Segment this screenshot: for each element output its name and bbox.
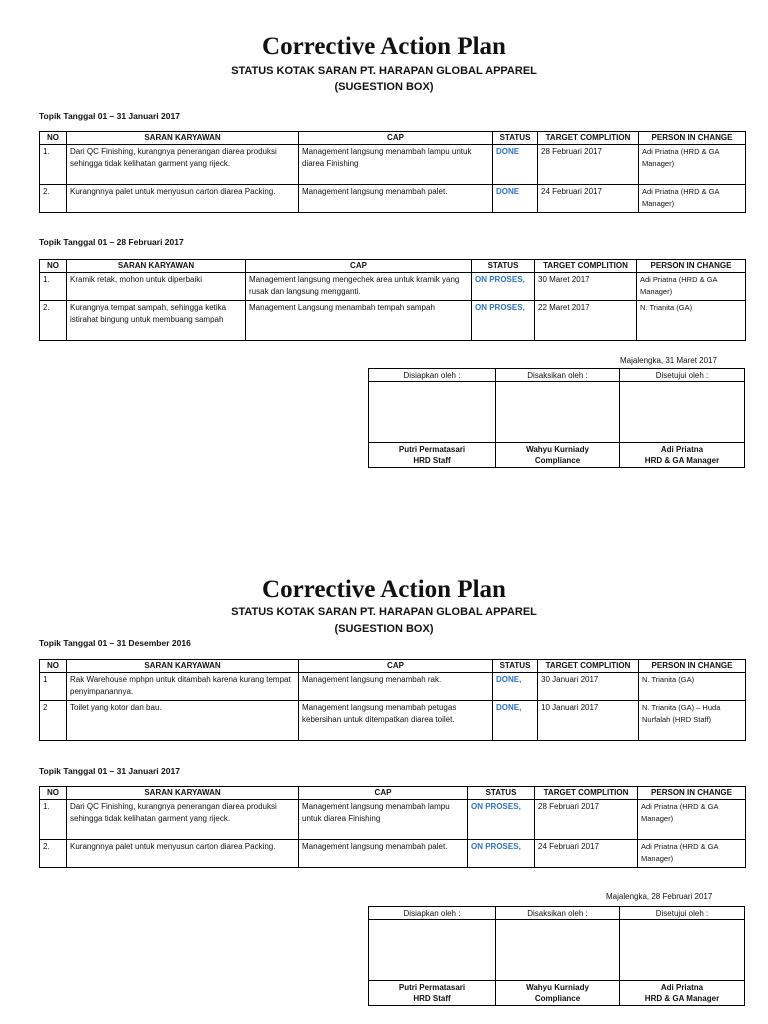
doc2-subtitle: STATUS KOTAK SARAN PT. HARAPAN GLOBAL APPAREL <box>231 606 537 618</box>
cell-saran: Dari QC Finishing, kurangnya penerangan diarea produksi sehingga tidak kelihatan garment yang rijeck. <box>67 800 299 840</box>
col-status: STATUS <box>493 660 538 673</box>
cell-saran: Rak Warehouse mphpn untuk ditambah karena kurang tempat penyimpanannya. <box>67 673 299 701</box>
col-target: TARGET COMPLITION <box>535 260 637 273</box>
cell-no: 2. <box>40 301 67 341</box>
table-row <box>40 185 746 213</box>
col-no: NO <box>40 132 67 145</box>
cell-saran: Toilet yang kotor dan bau. <box>67 701 299 741</box>
signature-space <box>369 382 496 443</box>
cell-cap: Management langsung menambah petugas kebersihan untuk ditempatkan diarea toilet. <box>299 701 493 741</box>
col-status: STATUS <box>493 132 538 145</box>
table-row <box>40 145 746 185</box>
cell-target: 24 Februari 2017 <box>538 185 639 213</box>
doc2-subtitle-box: (SUGESTION BOX) <box>334 623 434 635</box>
col-status: STATUS <box>468 787 535 800</box>
doc1-subtitle: STATUS KOTAK SARAN PT. HARAPAN GLOBAL APPAREL <box>231 65 537 77</box>
cell-person: Adi Priatna (HRD & GA Manager) <box>639 145 746 185</box>
cell-person: N. Trianita (GA) – Huda Nurfalah (HRD Staff) <box>639 701 746 741</box>
col-status: STATUS <box>472 260 535 273</box>
doc1-cap-table-1 <box>39 131 746 213</box>
doc2-topic-1: Topik Tanggal 01 – 31 Desember 2016 <box>39 638 191 648</box>
col-cap: CAP <box>299 787 468 800</box>
cell-no: 2. <box>40 840 67 868</box>
cell-target: 30 Maret 2017 <box>535 273 637 301</box>
cell-no: 1 <box>40 673 67 701</box>
cell-target: 30 Januari 2017 <box>538 673 639 701</box>
cell-person: N. Trianita (GA) <box>639 673 746 701</box>
signer-name: Putri Permatasari <box>398 445 466 454</box>
col-saran: SARAN KARYAWAN <box>67 132 299 145</box>
cell-status: DONE <box>493 185 538 213</box>
signer-prepared <box>369 981 496 1006</box>
cell-cap: Management langsung menambah lampu untuk diarea Finishing <box>299 145 493 185</box>
doc2-signature-table <box>368 906 745 1006</box>
col-saran: SARAN KARYAWAN <box>67 260 246 273</box>
cell-status: ON PROSES, <box>472 273 535 301</box>
cell-target: 28 Februari 2017 <box>538 145 639 185</box>
table-header-row <box>40 660 746 673</box>
signature-space <box>620 920 745 981</box>
doc1-topic-1: Topik Tanggal 01 – 31 Januari 2017 <box>39 111 180 121</box>
col-no: NO <box>40 260 67 273</box>
cell-status: ON PROSES, <box>472 301 535 341</box>
table-row <box>40 800 746 840</box>
signature-space <box>620 382 745 443</box>
sign-witnessed-label: Disaksikan oleh : <box>496 907 620 920</box>
sign-approved-label: Disetujui oleh : <box>620 907 745 920</box>
cell-person: Adi Priatna (HRD & GA Manager) <box>638 840 746 868</box>
signer-role: HRD Staff <box>413 994 451 1003</box>
cell-status: DONE <box>493 145 538 185</box>
col-saran: SARAN KARYAWAN <box>67 787 299 800</box>
cell-cap: Management langsung menambah palet. <box>299 185 493 213</box>
signer-name: Putri Permatasari <box>398 983 466 992</box>
signer-approved <box>620 443 745 468</box>
doc1-topic-2: Topik Tanggal 01 – 28 Februari 2017 <box>39 237 184 247</box>
col-cap: CAP <box>299 132 493 145</box>
cell-cap: Management Langsung menambah tempah sampah <box>246 301 472 341</box>
signer-role: HRD Staff <box>413 456 451 465</box>
table-row <box>40 701 746 741</box>
cell-no: 1. <box>40 145 67 185</box>
col-cap: CAP <box>299 660 493 673</box>
cell-saran: Kurangnnya palet untuk menyusun carton diarea Packing. <box>67 840 299 868</box>
doc1-place-date: Majalengka, 31 Maret 2017 <box>620 356 717 365</box>
signature-space <box>496 382 620 443</box>
sign-prepared-label: Disiapkan oleh : <box>369 907 496 920</box>
doc2-topic-2: Topik Tanggal 01 – 31 Januari 2017 <box>39 766 180 776</box>
sign-approved-label: Disetujui oleh : <box>620 369 745 382</box>
col-target: TARGET COMPLITION <box>538 132 639 145</box>
col-target: TARGET COMPLITION <box>538 660 639 673</box>
cell-no: 2 <box>40 701 67 741</box>
signer-role: Compliance <box>534 994 581 1003</box>
cell-status: ON PROSES, <box>468 840 535 868</box>
cell-person: Adi Priatna (HRD & GA Manager) <box>637 273 746 301</box>
cell-cap: Management langsung menambah rak. <box>299 673 493 701</box>
cell-status: DONE, <box>493 701 538 741</box>
cell-no: 1. <box>40 800 67 840</box>
col-cap: CAP <box>246 260 472 273</box>
doc2-cap-table-2 <box>39 786 746 868</box>
signature-space <box>369 920 496 981</box>
col-person: PERSON IN CHANGE <box>639 660 746 673</box>
signer-role: Compliance <box>534 456 581 465</box>
table-row <box>40 301 746 341</box>
signer-name: Adi Priatna <box>660 983 704 992</box>
cell-no: 2. <box>40 185 67 213</box>
table-row <box>40 673 746 701</box>
col-no: NO <box>40 787 67 800</box>
doc2-place-date: Majalengka, 28 Februari 2017 <box>606 892 713 901</box>
signer-name: Adi Priatna <box>660 445 704 454</box>
cell-cap: Management langsung menambah lampu untuk diarea Finishing <box>299 800 468 840</box>
cell-saran: Kurangnya tempat sampah, sehingga ketika istirahat bingung untuk membuang sampah <box>67 301 246 341</box>
signer-role: HRD & GA Manager <box>644 456 720 465</box>
col-no: NO <box>40 660 67 673</box>
cell-saran: Dari QC Finishing, kurangnya penerangan diarea produksi sehingga tidak kelihatan garment yang rijeck. <box>67 145 299 185</box>
signer-prepared <box>369 443 496 468</box>
col-target: TARGET COMPLITION <box>535 787 638 800</box>
cell-cap: Management langsung menambah palet. <box>299 840 468 868</box>
col-saran: SARAN KARYAWAN <box>67 660 299 673</box>
cell-target: 28 Februari 2017 <box>535 800 638 840</box>
cell-person: Adi Priatna (HRD & GA Manager) <box>638 800 746 840</box>
doc1-signature-table <box>368 368 745 468</box>
doc2-title: Corrective Action Plan <box>262 576 506 603</box>
col-person: PERSON IN CHANGE <box>638 787 746 800</box>
signer-witnessed <box>496 443 620 468</box>
cell-person: Adi Priatna (HRD & GA Manager) <box>639 185 746 213</box>
table-header-row <box>40 787 746 800</box>
doc1-title: Corrective Action Plan <box>262 33 506 60</box>
cell-cap: Management langsung mengechek area untuk kramik yang rusak dan langsung mengganti. <box>246 273 472 301</box>
signer-role: HRD & GA Manager <box>644 994 720 1003</box>
sign-witnessed-label: Disaksikan oleh : <box>496 369 620 382</box>
cell-status: DONE, <box>493 673 538 701</box>
col-person: PERSON IN CHANGE <box>637 260 746 273</box>
signature-space <box>496 920 620 981</box>
doc1-subtitle-box: (SUGESTION BOX) <box>334 81 434 93</box>
cell-saran: Kurangnnya palet untuk menyusun carton diarea Packing. <box>67 185 299 213</box>
cell-target: 22 Maret 2017 <box>535 301 637 341</box>
cell-saran: Kramik retak, mohon untuk diperbaiki <box>67 273 246 301</box>
cell-person: N. Trianita (GA) <box>637 301 746 341</box>
cell-status: ON PROSES, <box>468 800 535 840</box>
signer-name: Wahyu Kurniady <box>526 445 589 454</box>
doc2-cap-table-1 <box>39 659 746 741</box>
table-header-row <box>40 132 746 145</box>
cell-target: 10 Januari 2017 <box>538 701 639 741</box>
col-person: PERSON IN CHANGE <box>639 132 746 145</box>
signer-witnessed <box>496 981 620 1006</box>
table-row <box>40 273 746 301</box>
signer-name: Wahyu Kurniady <box>526 983 589 992</box>
table-row <box>40 840 746 868</box>
table-header-row <box>40 260 746 273</box>
doc1-cap-table-2 <box>39 259 746 341</box>
sign-prepared-label: Disiapkan oleh : <box>369 369 496 382</box>
cell-no: 1. <box>40 273 67 301</box>
cell-target: 24 Februari 2017 <box>535 840 638 868</box>
signer-approved <box>620 981 745 1006</box>
